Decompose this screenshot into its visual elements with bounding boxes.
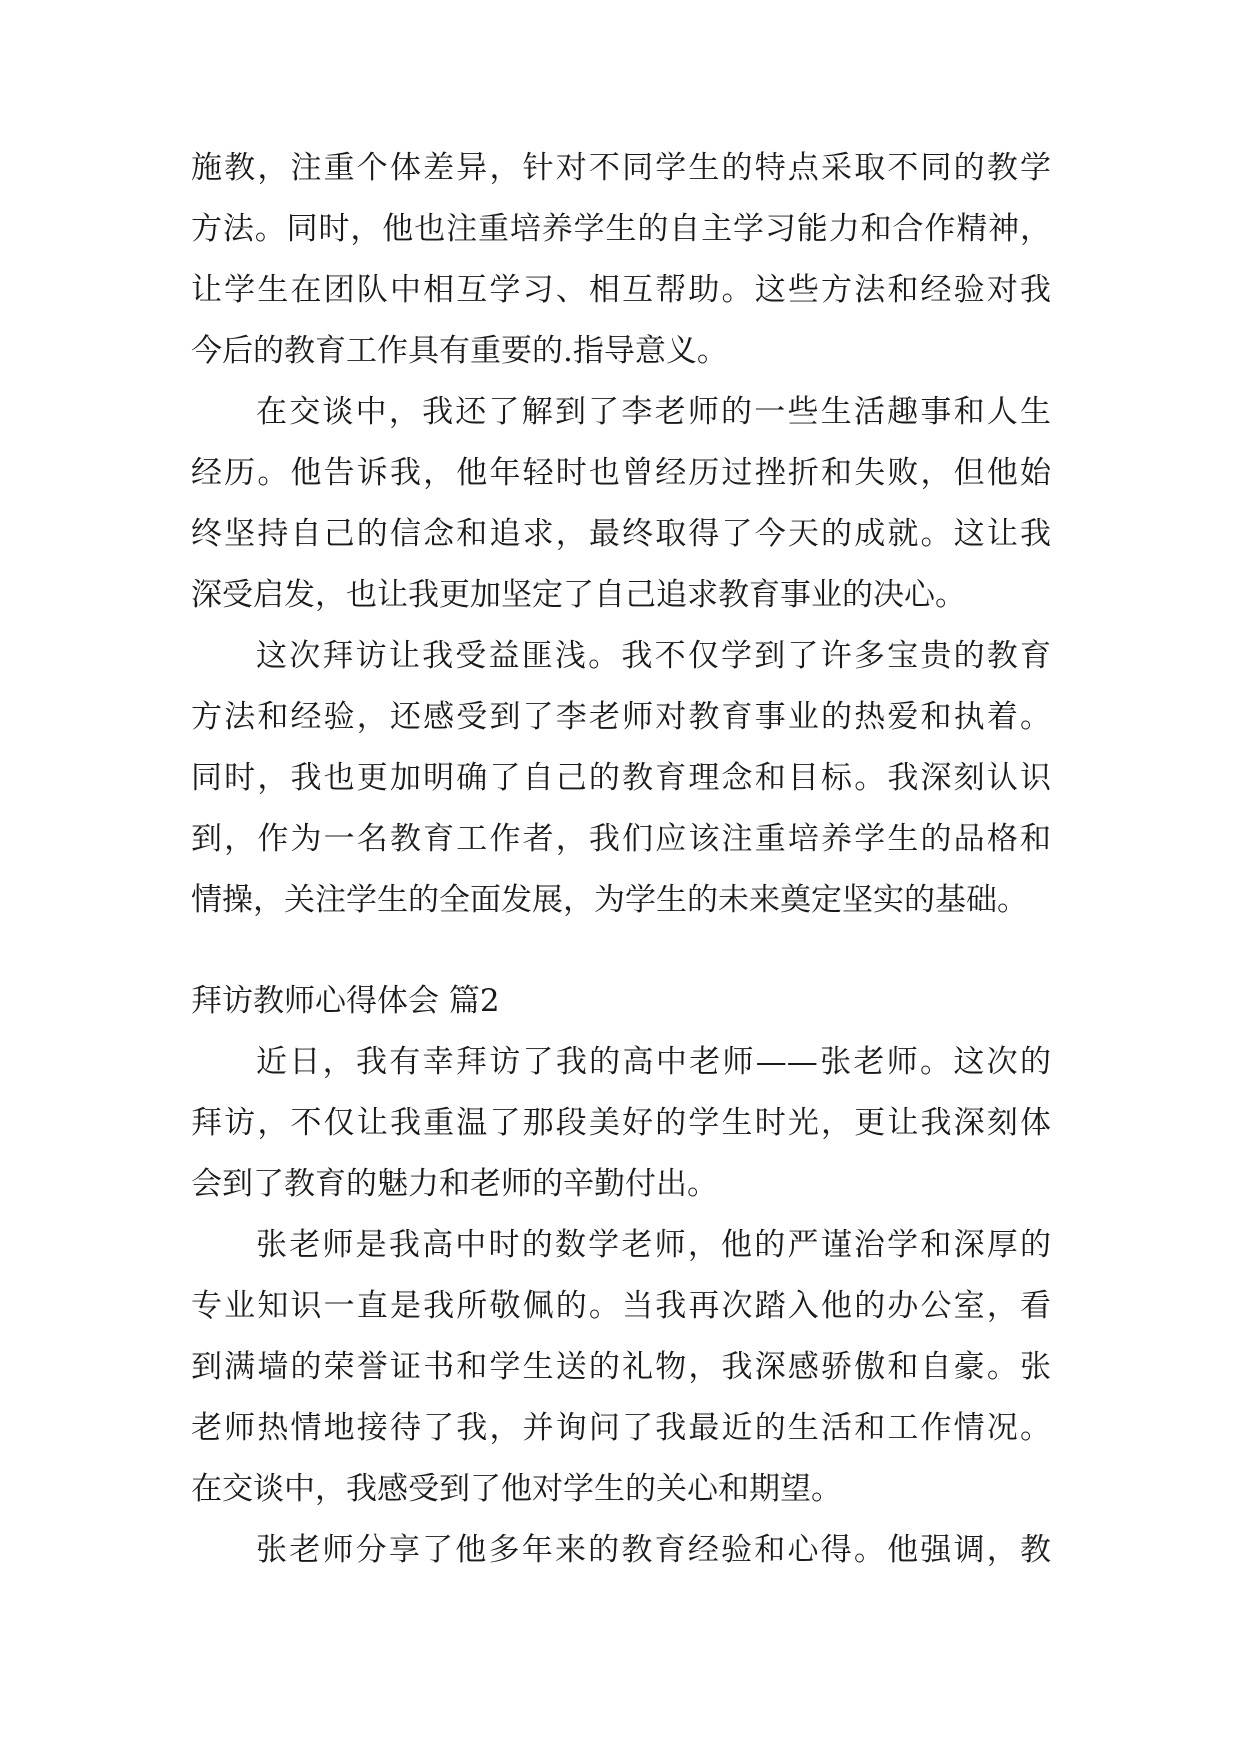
- paragraph-line: 专业知识一直是我所敬佩的。当我再次踏入他的办公室，看: [191, 1288, 1051, 1324]
- paragraph-line: 到满墙的荣誉证书和学生送的礼物，我深感骄傲和自豪。张: [191, 1349, 1051, 1385]
- paragraph-line: 经历。他告诉我，他年轻时也曾经历过挫折和失败，但他始: [191, 455, 1051, 491]
- section-heading: 拜访教师心得体会 篇2: [191, 983, 500, 1019]
- paragraph-line: 让学生在团队中相互学习、相互帮助。这些方法和经验对我: [191, 272, 1051, 308]
- paragraph-line: 到，作为一名教育工作者，我们应该注重培养学生的品格和: [191, 821, 1051, 857]
- paragraph-line: 张老师分享了他多年来的教育经验和心得。他强调，教: [256, 1532, 1051, 1568]
- paragraph-line: 在交谈中，我还了解到了李老师的一些生活趣事和人生: [256, 394, 1051, 430]
- paragraph-line: 终坚持自己的信念和追求，最终取得了今天的成就。这让我: [191, 516, 1051, 552]
- paragraph-line: 深受启发，也让我更加坚定了自己追求教育事业的决心。: [191, 577, 966, 613]
- paragraph-line: 方法。同时，他也注重培养学生的自主学习能力和合作精神，: [191, 211, 1051, 247]
- paragraph-line: 方法和经验，还感受到了李老师对教育事业的热爱和执着。: [191, 699, 1051, 735]
- paragraph-line: 会到了教育的魅力和老师的辛勤付出。: [191, 1166, 718, 1202]
- paragraph-line: 情操，关注学生的全面发展，为学生的未来奠定坚实的基础。: [191, 882, 1028, 918]
- paragraph-line: 在交谈中，我感受到了他对学生的关心和期望。: [191, 1471, 842, 1507]
- paragraph-line: 张老师是我高中时的数学老师，他的严谨治学和深厚的: [256, 1227, 1051, 1263]
- paragraph-line: 施教，注重个体差异，针对不同学生的特点采取不同的教学: [191, 150, 1051, 186]
- paragraph-line: 这次拜访让我受益匪浅。我不仅学到了许多宝贵的教育: [256, 638, 1051, 674]
- paragraph-line: 近日，我有幸拜访了我的高中老师——张老师。这次的: [256, 1044, 1051, 1080]
- paragraph-line: 同时，我也更加明确了自己的教育理念和目标。我深刻认识: [191, 760, 1051, 796]
- paragraph-line: 老师热情地接待了我，并询问了我最近的生活和工作情况。: [191, 1410, 1051, 1446]
- paragraph-line: 拜访，不仅让我重温了那段美好的学生时光，更让我深刻体: [191, 1105, 1051, 1141]
- paragraph-line: 今后的教育工作具有重要的.指导意义。: [191, 333, 728, 369]
